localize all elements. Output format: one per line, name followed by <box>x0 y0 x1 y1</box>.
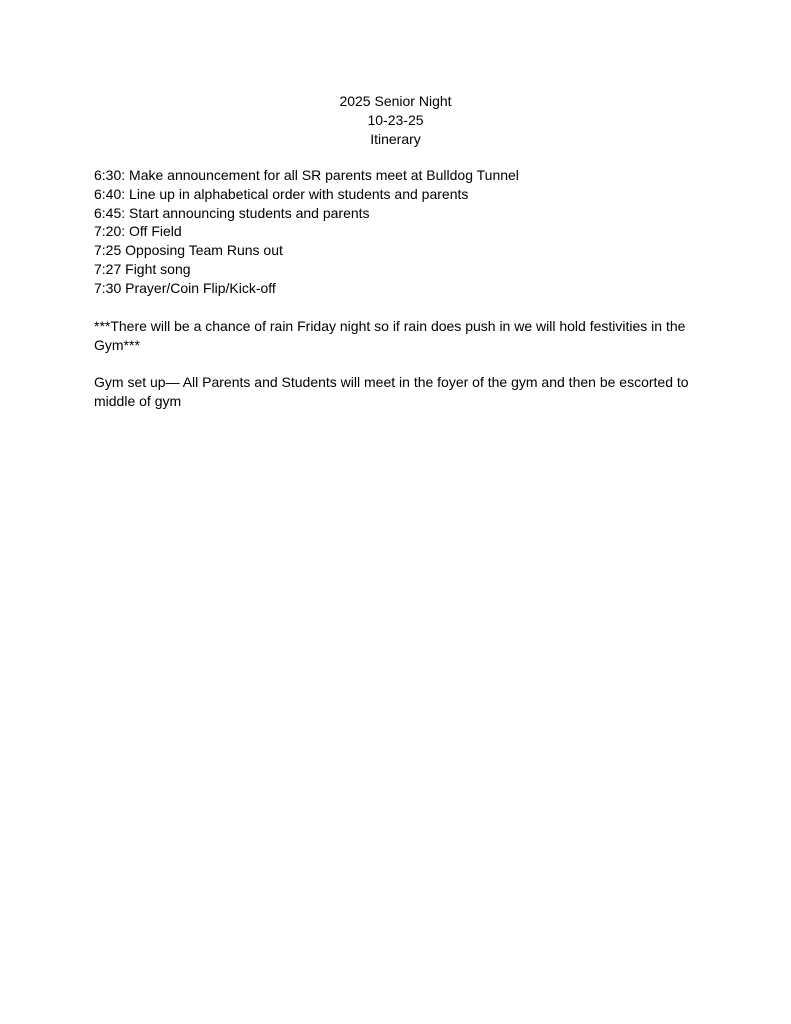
gym-setup-note: Gym set up— All Parents and Students will meet in the foyer of the gym and then be escorted to middle of gym <box>94 374 689 409</box>
document-title: 2025 Senior Night <box>339 93 452 109</box>
itinerary-item: 6:30: Make announcement for all SR parents meet at Bulldog Tunnel <box>94 167 519 183</box>
itinerary-item: 7:30 Prayer/Coin Flip/Kick-off <box>94 279 276 296</box>
itinerary-item: 6:45: Start announcing students and parents <box>94 204 370 221</box>
itinerary-item: 7:27 Fight song <box>94 260 191 277</box>
itinerary-item: 7:20: Off Field <box>94 223 182 240</box>
itinerary-list <box>94 166 714 298</box>
document-header <box>0 92 791 148</box>
document-subtitle: Itinerary <box>370 130 421 147</box>
itinerary-item: 6:40: Line up in alphabetical order with students and parents <box>94 185 469 202</box>
event-date: 10-23-25 <box>367 111 424 128</box>
itinerary-item: 7:25 Opposing Team Runs out <box>94 242 283 259</box>
rain-note: ***There will be a chance of rain Friday night so if rain does push in we will hold festivities in the Gym*** <box>94 318 686 353</box>
